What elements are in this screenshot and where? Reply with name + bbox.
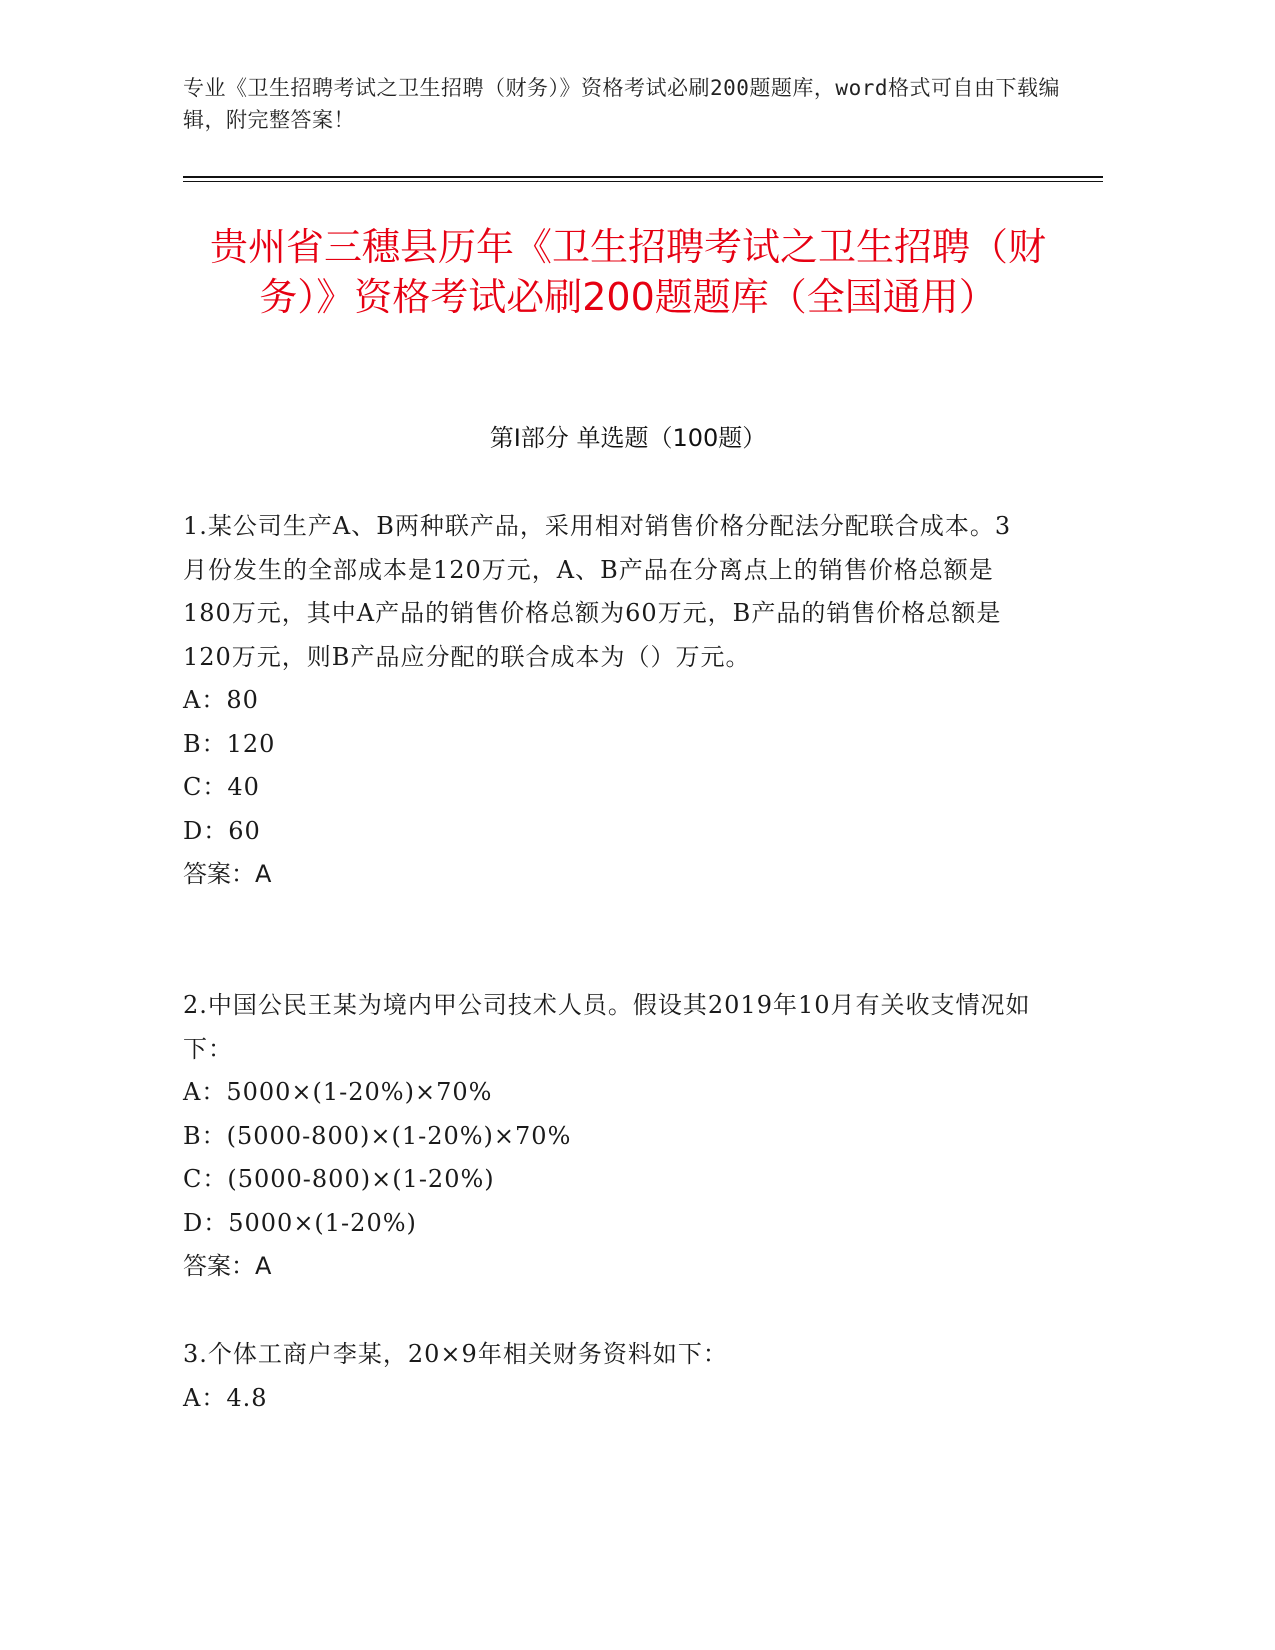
question-3 xyxy=(183,1333,1033,1420)
option-a: A：80 xyxy=(183,686,259,714)
option-b: B：(5000-800)×(1-20%)×70% xyxy=(183,1121,572,1150)
question-1 xyxy=(183,505,1033,897)
header-rule-thick xyxy=(183,176,1103,178)
option-d: D：5000×(1-20%) xyxy=(183,1208,417,1237)
section-heading: 第Ⅰ部分 单选题（100题） xyxy=(489,424,767,452)
answer: 答案：A xyxy=(183,1252,272,1280)
header-note: 专业《卫生招聘考试之卫生招聘（财务）》资格考试必刷200题题库，word格式可自由下载编辑，附完整答案！ xyxy=(183,76,1060,132)
option-a: A：5000×(1-20%)×70% xyxy=(183,1078,493,1106)
question-2 xyxy=(183,984,1033,1289)
option-c: C：40 xyxy=(183,773,260,801)
header-rule-thin xyxy=(183,181,1103,182)
question-stem: 2.中国公民王某为境内甲公司技术人员。假设其2019年10月有关收支情况如下： xyxy=(183,991,1031,1063)
document-title: 贵州省三穗县历年《卫生招聘考试之卫生招聘（财务）》资格考试必刷200题题库（全国通用） xyxy=(209,225,1046,319)
question-stem: 1.某公司生产A、B两种联产品，采用相对销售价格分配法分配联合成本。3月份发生的全部成本是120万元，A、B产品在分离点上的销售价格总额是180万元，其中A产品的销售价格总额为60万元，B产品的销售价格总额是120万元，则B产品应分配的联合成本为（）万元。 xyxy=(183,512,1012,671)
option-a: A：4.8 xyxy=(183,1383,268,1412)
answer: 答案：A xyxy=(183,860,272,888)
option-b: B：120 xyxy=(183,729,276,758)
question-stem: 3.个体工商户李某，20×9年相关财务资料如下： xyxy=(183,1340,728,1368)
option-c: C：(5000-800)×(1-20%) xyxy=(183,1165,495,1193)
option-d: D：60 xyxy=(183,816,261,845)
